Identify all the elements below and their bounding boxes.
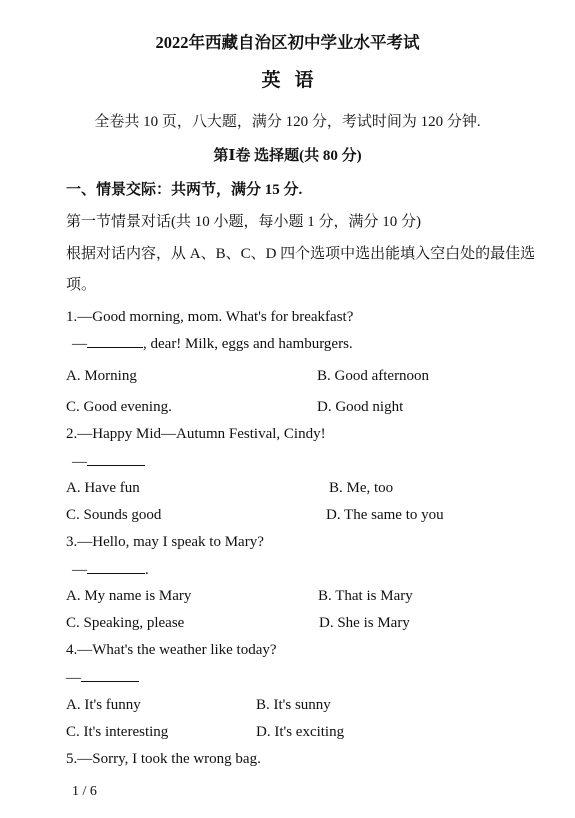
question-1-option-a: A. Morning [66, 368, 137, 384]
question-1-option-c: C. Good evening. [66, 399, 172, 415]
exam-info: 全卷共 10 页，八大题，满分 120 分，考试时间为 120 分钟. [94, 114, 481, 130]
reply-text: . [145, 562, 149, 578]
question-2-option-d: D. The same to you [326, 507, 444, 523]
reply-dash: — [72, 336, 87, 352]
answer-blank [81, 668, 139, 682]
question-4-option-b: B. It's sunny [256, 697, 331, 713]
question-3-option-c: C. Speaking, please [66, 615, 185, 631]
page-number: 1 / 6 [72, 784, 97, 799]
question-3-option-b: B. That is Mary [318, 588, 413, 604]
answer-blank [87, 452, 145, 466]
exam-title: 2022年西藏自治区初中学业水平考试 [155, 33, 420, 52]
question-2-reply [72, 452, 145, 472]
question-2-option-b: B. Me, too [329, 480, 394, 496]
question-1-reply [72, 334, 353, 354]
question-3-option-a: A. My name is Mary [66, 588, 192, 604]
volume-heading: 第Ⅰ卷 选择题(共 80 分) [213, 148, 362, 164]
question-2-option-a: A. Have fun [66, 480, 140, 496]
question-5-prompt: 5.—Sorry, I took the wrong bag. [66, 751, 261, 767]
question-4-option-d: D. It's exciting [256, 724, 345, 740]
question-4-option-c: C. It's interesting [66, 724, 169, 740]
question-2-prompt: 2.—Happy Mid—Autumn Festival, Cindy! [66, 426, 326, 442]
instruction-line-2: 项。 [66, 277, 97, 293]
question-3-prompt: 3.—Hello, may I speak to Mary? [66, 534, 264, 550]
reply-text: , dear! Milk, eggs and hamburgers. [143, 336, 353, 352]
question-1-option-d: D. Good night [317, 399, 404, 415]
reply-dash: — [66, 670, 81, 686]
reply-dash: — [72, 562, 87, 578]
answer-blank [87, 560, 145, 574]
question-1-option-b: B. Good afternoon [317, 368, 430, 384]
question-4-reply [66, 668, 139, 688]
instruction-line-1: 根据对话内容，从 A、B、C、D 四个选项中选出能填入空白处的最佳选 [66, 246, 536, 262]
subject-title: 英语 [261, 70, 328, 91]
question-4-prompt: 4.—What's the weather like today? [66, 642, 277, 658]
reply-dash: — [72, 454, 87, 470]
part-heading: 第一节情景对话(共 10 小题，每小题 1 分，满分 10 分) [66, 214, 421, 230]
question-2-option-c: C. Sounds good [66, 507, 162, 523]
question-3-reply [72, 560, 149, 580]
section-heading: 一、情景交际：共两节，满分 15 分. [66, 182, 303, 198]
question-3-option-d: D. She is Mary [319, 615, 410, 631]
answer-blank [87, 334, 143, 348]
question-4-option-a: A. It's funny [66, 697, 141, 713]
question-1-prompt: 1.—Good morning, mom. What's for breakfast? [66, 309, 354, 325]
